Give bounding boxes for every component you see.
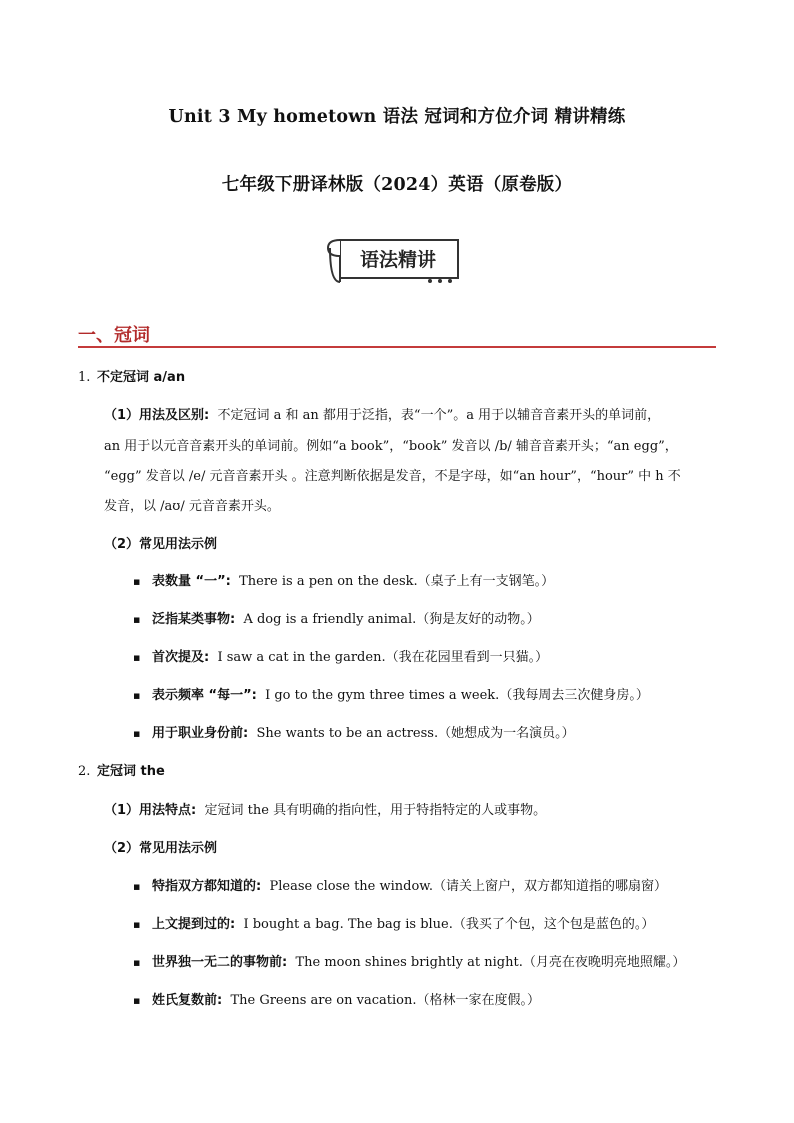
bullet-dot: ▪ — [133, 613, 141, 626]
item1-heading: 不定冠词 a/an — [97, 370, 186, 385]
document-subtitle: 七年级下册译林版（2024）英语（原卷版） — [221, 175, 573, 195]
item2-bullet-1: 特指双方都知道的: Please close the window.（请关上窗户，双方都知道指的哪扇窗） — [152, 879, 668, 894]
item1-bullet-1: 表数量 “一”: There is a pen on the desk.（桌子上有一支钢笔。） — [152, 574, 555, 589]
bullet-dot: ▪ — [133, 651, 141, 664]
item2-sub2-label: （2）常见用法示例 — [104, 841, 218, 856]
bullet-dot: ▪ — [133, 689, 141, 702]
bullet-dot: ▪ — [133, 956, 141, 969]
item2-bullet-3: 世界独一无二的事物前: The moon shines brightly at night.（月亮在夜晚明亮地照耀。） — [152, 955, 686, 970]
scroll-banner-icon — [326, 234, 462, 286]
section-heading-articles: 一、冠词 — [78, 325, 150, 346]
item1-sub1-row2: an 用于以元音音素开头的单词前。例如“a book”，“book” 发音以 /b/ 辅音音素开头；“an egg”， — [104, 439, 678, 454]
item1-sub1-row3: “egg” 发音以 /e/ 元音音素开头 。注意判断依据是发音，不是字母，如“an hour”，“hour” 中 h 不 — [104, 469, 681, 484]
item1-bullet-3: 首次提及: I saw a cat in the garden.（我在花园里看到一只猫。） — [152, 650, 549, 665]
bullet-dot: ▪ — [133, 727, 141, 740]
item1-bullet-4: 表示频率 “每一”: I go to the gym three times a week.（我每周去三次健身房。） — [152, 688, 649, 703]
item1-sub1-row1 — [104, 407, 660, 425]
bullet-dot: ▪ — [133, 994, 141, 1007]
item1-bullet-5: 用于职业身份前: She wants to be an actress.（她想成为一名演员。） — [152, 726, 575, 741]
item2-sub1: （1）用法特点: 定冠词 the 具有明确的指向性，用于特指特定的人或事物。 — [104, 803, 547, 818]
grammar-badge — [326, 234, 462, 286]
item1-bullet-2: 泛指某类事物: A dog is a friendly animal.（狗是友好的动物。） — [152, 612, 540, 627]
item1-sub1-text: 不定冠词 a 和 an 都用于泛指，表“一个”。a 用于以辅音音素开头的单词前， — [217, 408, 661, 423]
item2-bullet-2: 上文提到过的: I bought a bag. The bag is blue.（我买了个包，这个包是蓝色的。） — [152, 917, 655, 932]
badge-label: 语法精讲 — [359, 249, 437, 271]
item1-number: 1. — [78, 370, 91, 385]
bullet-dot: ▪ — [133, 918, 141, 931]
item1-sub1-row4: 发音，以 /aʊ/ 元音音素开头。 — [104, 499, 280, 514]
bullet-dot: ▪ — [133, 880, 141, 893]
item1-sub1-label: （1）用法及区别: — [104, 408, 210, 423]
item1-sub2-label: （2）常见用法示例 — [104, 537, 218, 552]
item2-heading: 定冠词 the — [97, 764, 165, 779]
document-title: Unit 3 My hometown 语法 冠词和方位介词 精讲精练 — [168, 107, 626, 127]
bullet-dot: ▪ — [133, 575, 141, 588]
section-divider — [78, 346, 716, 348]
item2-bullet-4: 姓氏复数前: The Greens are on vacation.（格林一家在度假。） — [152, 993, 540, 1008]
item2-number: 2. — [78, 764, 91, 779]
